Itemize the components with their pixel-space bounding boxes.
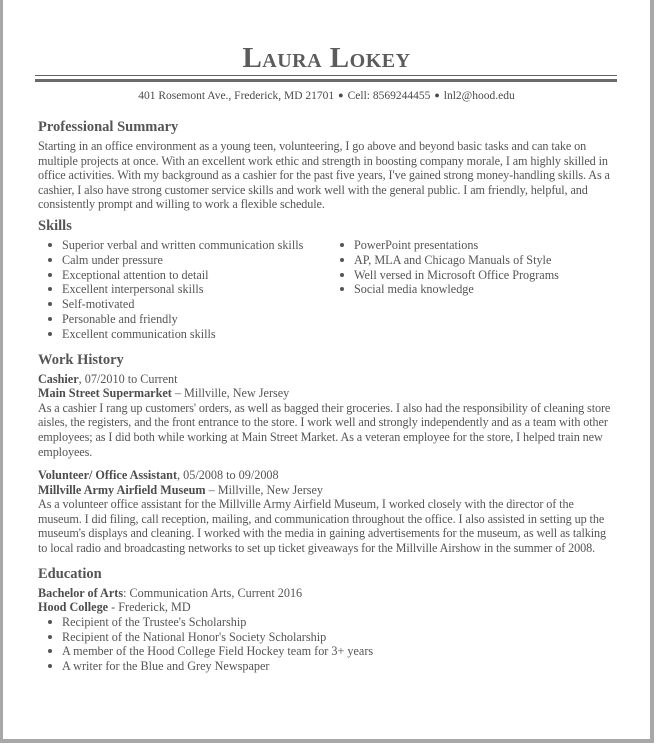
- section-education: [38, 565, 618, 674]
- applicant-name: Laura Lokey: [242, 42, 411, 74]
- achievement-text: Recipient of the Trustee's Scholarship: [62, 614, 247, 629]
- skill-item: [38, 268, 330, 283]
- degree-name: Bachelor of Arts: [38, 585, 124, 600]
- header-rule-thick: [35, 79, 617, 82]
- achievement-item: [38, 615, 618, 630]
- header-rule-thin: [35, 75, 617, 76]
- achievement-item: [38, 630, 618, 645]
- job-employer: Millville Army Airfield Museum: [38, 482, 206, 497]
- achievement-text: A member of the Hood College Field Hockey team for 3+ years: [62, 644, 374, 659]
- job-title-line: [38, 372, 618, 387]
- section-title-skills: Skills: [38, 217, 72, 234]
- degree-line: [38, 586, 618, 601]
- skill-text: Excellent interpersonal skills: [62, 282, 204, 297]
- skill-text: Personable and friendly: [62, 311, 178, 326]
- bullet-icon: [48, 258, 52, 262]
- contact-address: 401 Rosemont Ave., Frederick, MD 21701: [138, 90, 335, 102]
- skill-item: [330, 253, 559, 268]
- bullet-icon: [48, 243, 52, 247]
- bullet-separator-icon: ●: [338, 90, 344, 100]
- bullet-icon: [48, 317, 52, 321]
- section-title-education: Education: [38, 565, 102, 582]
- job-location: – Millville, New Jersey: [171, 386, 290, 401]
- bullet-icon: [340, 273, 344, 277]
- section-work-history: [38, 351, 618, 556]
- school-line: [38, 600, 618, 615]
- skills-list-left: [38, 238, 330, 342]
- job-description: As a volunteer office assistant for the Millville Army Airfield Museum, I worked closely with the director of the museum. I did filing, call reception, mailing, and communication throughout the office. I also assisted in setting up the museum's displays and cleaning. I worked with the media in gaining advertisements for the museum, as well as talking to local radio and broadcasting networks to set up ticket giveaways for the Millville Airshow in the summer of 2008.: [38, 497, 607, 556]
- skill-item: [330, 282, 559, 297]
- job-role: Cashier: [38, 371, 79, 386]
- job-location: – Millville, New Jersey: [205, 482, 324, 497]
- skill-item: [38, 238, 330, 253]
- skill-item: [330, 238, 559, 253]
- skills-columns: [38, 238, 618, 342]
- skill-text: Well versed in Microsoft Office Programs: [354, 267, 559, 282]
- job-employer-line: [38, 386, 618, 401]
- resume-content: [38, 118, 618, 674]
- section-summary: [38, 118, 618, 212]
- skill-text: Exceptional attention to detail: [62, 267, 209, 282]
- skill-item: [38, 327, 330, 342]
- job-employer-line: [38, 483, 618, 498]
- contact-phone: Cell: 8569244455: [347, 90, 431, 102]
- school-location: - Frederick, MD: [108, 600, 191, 615]
- section-skills: [38, 217, 618, 342]
- skill-text: Social media knowledge: [354, 282, 474, 297]
- bullet-icon: [340, 258, 344, 262]
- job-employer: Main Street Supermarket: [38, 386, 172, 401]
- bullet-icon: [48, 302, 52, 306]
- job-dates: , 05/2008 to 09/2008: [177, 468, 279, 483]
- bullet-icon: [48, 664, 52, 668]
- skill-item: [38, 312, 330, 327]
- school-name: Hood College: [38, 600, 109, 615]
- section-title-summary: Professional Summary: [38, 119, 179, 135]
- bullet-icon: [48, 649, 52, 653]
- skill-text: PowerPoint presentations: [354, 237, 479, 252]
- bullet-icon: [48, 273, 52, 277]
- bullet-icon: [340, 287, 344, 291]
- skill-text: AP, MLA and Chicago Manuals of Style: [354, 252, 552, 267]
- bullet-separator-icon: ●: [434, 90, 440, 100]
- skill-item: [330, 268, 559, 283]
- skill-text: Excellent communication skills: [62, 326, 216, 341]
- job-title-line: [38, 468, 618, 483]
- skills-list-right: [330, 238, 559, 342]
- job-description: As a cashier I rang up customers' orders, as well as bagged their groceries. I also had the responsibility of cleaning store aisles, the registers, and the front entrance to the store. I work well and strongly independently and as a team with other employees; as I did both while working at Main Street Market. As a veteran employee for the store, I helped train new employees.: [38, 400, 611, 459]
- skill-item: [38, 297, 330, 312]
- achievement-item: [38, 644, 618, 659]
- summary-text: Starting in an office environment as a young teen, volunteering, I go above and beyond basic tasks and can take on multiple projects at once. With an excellent work ethic and strength in boosting company morale, I am highly skilled in office activities. With my background as a cashier for the past five years, I've gained strong money-handling skills. As a cashier, I also have strong customer service skills and work well with the general public. I am friendly, helpful, and consistently prompt and willing to work a flexible schedule.: [38, 139, 610, 212]
- job-role: Volunteer/ Office Assistant: [38, 468, 178, 483]
- achievement-item: [38, 659, 618, 674]
- bullet-icon: [48, 635, 52, 639]
- skill-item: [38, 253, 330, 268]
- bullet-icon: [340, 243, 344, 247]
- job-entry: [38, 372, 618, 460]
- section-title-work: Work History: [38, 351, 124, 368]
- skill-text: Self-motivated: [62, 297, 135, 312]
- achievement-text: A writer for the Blue and Grey Newspaper: [62, 659, 270, 674]
- contact-email[interactable]: lnl2@hood.edu: [443, 90, 515, 102]
- skill-text: Calm under pressure: [62, 252, 163, 267]
- bullet-icon: [48, 332, 52, 336]
- bullet-icon: [48, 287, 52, 291]
- skill-text: Superior verbal and written communication skills: [62, 237, 304, 252]
- degree-major: : Communication Arts, Current 2016: [123, 585, 303, 600]
- education-achievements: [38, 615, 618, 674]
- bullet-icon: [48, 620, 52, 624]
- achievement-text: Recipient of the National Honor's Society Scholarship: [62, 629, 327, 644]
- job-entry: [38, 468, 618, 556]
- job-dates: , 07/2010 to Current: [78, 371, 178, 386]
- contact-line: [3, 88, 650, 103]
- skill-item: [38, 282, 330, 297]
